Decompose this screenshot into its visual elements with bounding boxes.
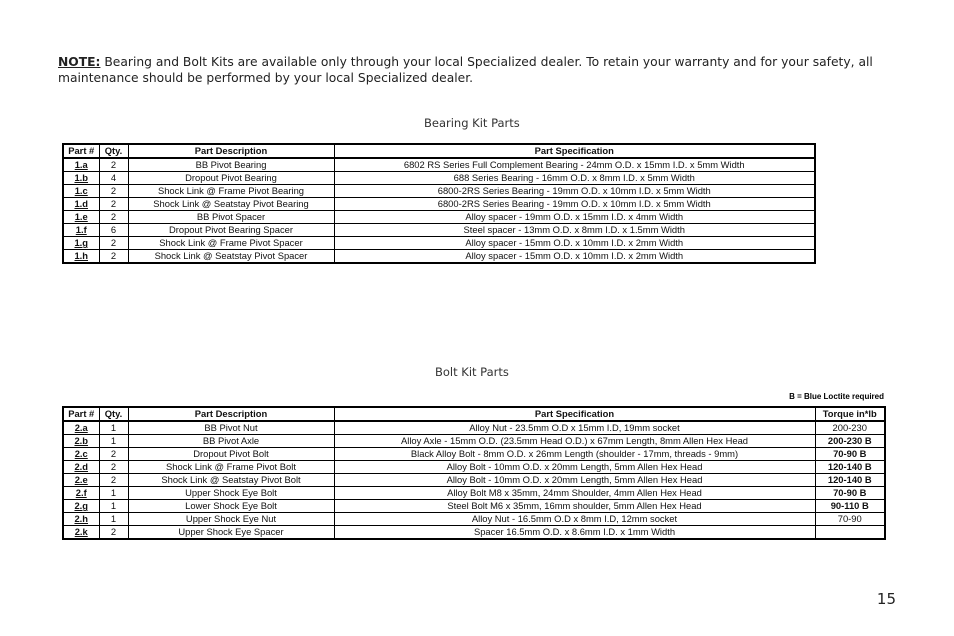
qty-cell: 2 — [99, 474, 128, 487]
part-specification-cell: Alloy spacer - 15mm O.D. x 10mm I.D. x 2mm Width — [334, 250, 815, 264]
part-number-cell: 1.h — [63, 250, 99, 264]
part-number-cell: 1.e — [63, 211, 99, 224]
bearing-kit-title: Bearing Kit Parts — [424, 116, 520, 130]
part-specification-cell: Black Alloy Bolt - 8mm O.D. x 26mm Length (shoulder - 17mm, threads - 9mm) — [334, 448, 815, 461]
table-row — [63, 513, 885, 526]
part-specification-cell: 6800-2RS Series Bearing - 19mm O.D. x 10mm I.D. x 5mm Width — [334, 185, 815, 198]
part-description-cell: Shock Link @ Seatstay Pivot Spacer — [128, 250, 334, 264]
header-part-specification: Part Specification — [334, 144, 815, 158]
part-specification-cell: Steel spacer - 13mm O.D. x 8mm I.D. x 1.5mm Width — [334, 224, 815, 237]
part-specification-cell: Alloy Bolt M8 x 35mm, 24mm Shoulder, 4mm Allen Hex Head — [334, 487, 815, 500]
loctite-legend: B = Blue Loctite required — [789, 392, 884, 401]
part-number-cell: 2.b — [63, 435, 99, 448]
table-row — [63, 237, 815, 250]
part-description-cell: Upper Shock Eye Nut — [128, 513, 334, 526]
table-row — [63, 448, 885, 461]
torque-cell: 120-140 B — [815, 474, 885, 487]
header-torque: Torque in*lb — [815, 407, 885, 421]
part-description-cell: BB Pivot Nut — [128, 421, 334, 435]
part-specification-cell: 688 Series Bearing - 16mm O.D. x 8mm I.D. x 5mm Width — [334, 172, 815, 185]
table-row — [63, 421, 885, 435]
part-number-cell: 2.k — [63, 526, 99, 540]
bolt-kit-title: Bolt Kit Parts — [435, 365, 509, 379]
part-specification-cell: Alloy Nut - 16.5mm O.D x 8mm I.D, 12mm socket — [334, 513, 815, 526]
part-specification-cell: Alloy Nut - 23.5mm O.D x 15mm I.D, 19mm socket — [334, 421, 815, 435]
part-specification-cell: Alloy Bolt - 10mm O.D. x 20mm Length, 5mm Allen Hex Head — [334, 474, 815, 487]
part-number-cell: 2.e — [63, 474, 99, 487]
table-row — [63, 500, 885, 513]
torque-cell: 70-90 — [815, 513, 885, 526]
part-description-cell: Shock Link @ Seatstay Pivot Bolt — [128, 474, 334, 487]
qty-cell: 1 — [99, 513, 128, 526]
header-part-specification: Part Specification — [334, 407, 815, 421]
table-row — [63, 461, 885, 474]
torque-cell: 200-230 — [815, 421, 885, 435]
qty-cell: 2 — [99, 461, 128, 474]
header-qty: Qty. — [99, 144, 128, 158]
torque-cell: 70-90 B — [815, 448, 885, 461]
qty-cell: 2 — [99, 448, 128, 461]
note-lead: NOTE: — [58, 55, 101, 69]
qty-cell: 2 — [99, 211, 128, 224]
header-part-number: Part # — [63, 407, 99, 421]
part-number-cell: 2.f — [63, 487, 99, 500]
part-specification-cell: Alloy spacer - 15mm O.D. x 10mm I.D. x 2mm Width — [334, 237, 815, 250]
table-row — [63, 474, 885, 487]
bearing-kit-table — [62, 143, 816, 264]
dealer-note — [58, 54, 898, 86]
part-description-cell: Dropout Pivot Bearing Spacer — [128, 224, 334, 237]
part-description-cell: Shock Link @ Seatstay Pivot Bearing — [128, 198, 334, 211]
torque-cell: 90-110 B — [815, 500, 885, 513]
table-row — [63, 435, 885, 448]
part-description-cell: Upper Shock Eye Spacer — [128, 526, 334, 540]
table-row — [63, 487, 885, 500]
part-description-cell: Dropout Pivot Bolt — [128, 448, 334, 461]
part-number-cell: 2.c — [63, 448, 99, 461]
table-row — [63, 224, 815, 237]
part-specification-cell: Spacer 16.5mm O.D. x 8.6mm I.D. x 1mm Width — [334, 526, 815, 540]
table-row — [63, 172, 815, 185]
part-number-cell: 2.a — [63, 421, 99, 435]
qty-cell: 2 — [99, 198, 128, 211]
table-row — [63, 185, 815, 198]
qty-cell: 2 — [99, 250, 128, 264]
qty-cell: 1 — [99, 487, 128, 500]
part-description-cell: Shock Link @ Frame Pivot Spacer — [128, 237, 334, 250]
qty-cell: 1 — [99, 500, 128, 513]
header-part-number: Part # — [63, 144, 99, 158]
table-header-row — [63, 144, 815, 158]
part-description-cell: BB Pivot Spacer — [128, 211, 334, 224]
table-row — [63, 211, 815, 224]
page-number: 15 — [876, 590, 896, 608]
torque-cell: 200-230 B — [815, 435, 885, 448]
qty-cell: 2 — [99, 185, 128, 198]
part-specification-cell: Alloy Bolt - 10mm O.D. x 20mm Length, 5mm Allen Hex Head — [334, 461, 815, 474]
torque-cell: 70-90 B — [815, 487, 885, 500]
part-description-cell: BB Pivot Axle — [128, 435, 334, 448]
part-description-cell: Dropout Pivot Bearing — [128, 172, 334, 185]
note-text: Bearing and Bolt Kits are available only through your local Specialized dealer. To retain your warranty and for your safety, all maintenance should be performed by your local Specialized dealer. — [58, 55, 873, 85]
qty-cell: 2 — [99, 158, 128, 172]
table-row — [63, 198, 815, 211]
torque-cell: 120-140 B — [815, 461, 885, 474]
part-specification-cell: 6802 RS Series Full Complement Bearing - 24mm O.D. x 15mm I.D. x 5mm Width — [334, 158, 815, 172]
table-row — [63, 250, 815, 264]
part-specification-cell: Steel Bolt M6 x 35mm, 16mm shoulder, 5mm Allen Hex Head — [334, 500, 815, 513]
part-description-cell: BB Pivot Bearing — [128, 158, 334, 172]
part-number-cell: 2.d — [63, 461, 99, 474]
table-row — [63, 526, 885, 540]
part-description-cell: Shock Link @ Frame Pivot Bolt — [128, 461, 334, 474]
bolt-kit-table — [62, 406, 886, 540]
header-qty: Qty. — [99, 407, 128, 421]
qty-cell: 2 — [99, 526, 128, 540]
part-number-cell: 1.a — [63, 158, 99, 172]
part-description-cell: Lower Shock Eye Bolt — [128, 500, 334, 513]
part-specification-cell: 6800-2RS Series Bearing - 19mm O.D. x 10mm I.D. x 5mm Width — [334, 198, 815, 211]
torque-cell — [815, 526, 885, 540]
header-part-description: Part Description — [128, 407, 334, 421]
part-specification-cell: Alloy Axle - 15mm O.D. (23.5mm Head O.D.) x 67mm Length, 8mm Allen Hex Head — [334, 435, 815, 448]
part-number-cell: 1.c — [63, 185, 99, 198]
part-number-cell: 1.d — [63, 198, 99, 211]
part-number-cell: 2.g — [63, 500, 99, 513]
table-header-row — [63, 407, 885, 421]
qty-cell: 6 — [99, 224, 128, 237]
part-number-cell: 2.h — [63, 513, 99, 526]
qty-cell: 4 — [99, 172, 128, 185]
part-description-cell: Upper Shock Eye Bolt — [128, 487, 334, 500]
part-number-cell: 1.g — [63, 237, 99, 250]
part-number-cell: 1.b — [63, 172, 99, 185]
part-description-cell: Shock Link @ Frame Pivot Bearing — [128, 185, 334, 198]
part-number-cell: 1.f — [63, 224, 99, 237]
header-part-description: Part Description — [128, 144, 334, 158]
qty-cell: 1 — [99, 435, 128, 448]
part-specification-cell: Alloy spacer - 19mm O.D. x 15mm I.D. x 4mm Width — [334, 211, 815, 224]
qty-cell: 1 — [99, 421, 128, 435]
qty-cell: 2 — [99, 237, 128, 250]
table-row — [63, 158, 815, 172]
